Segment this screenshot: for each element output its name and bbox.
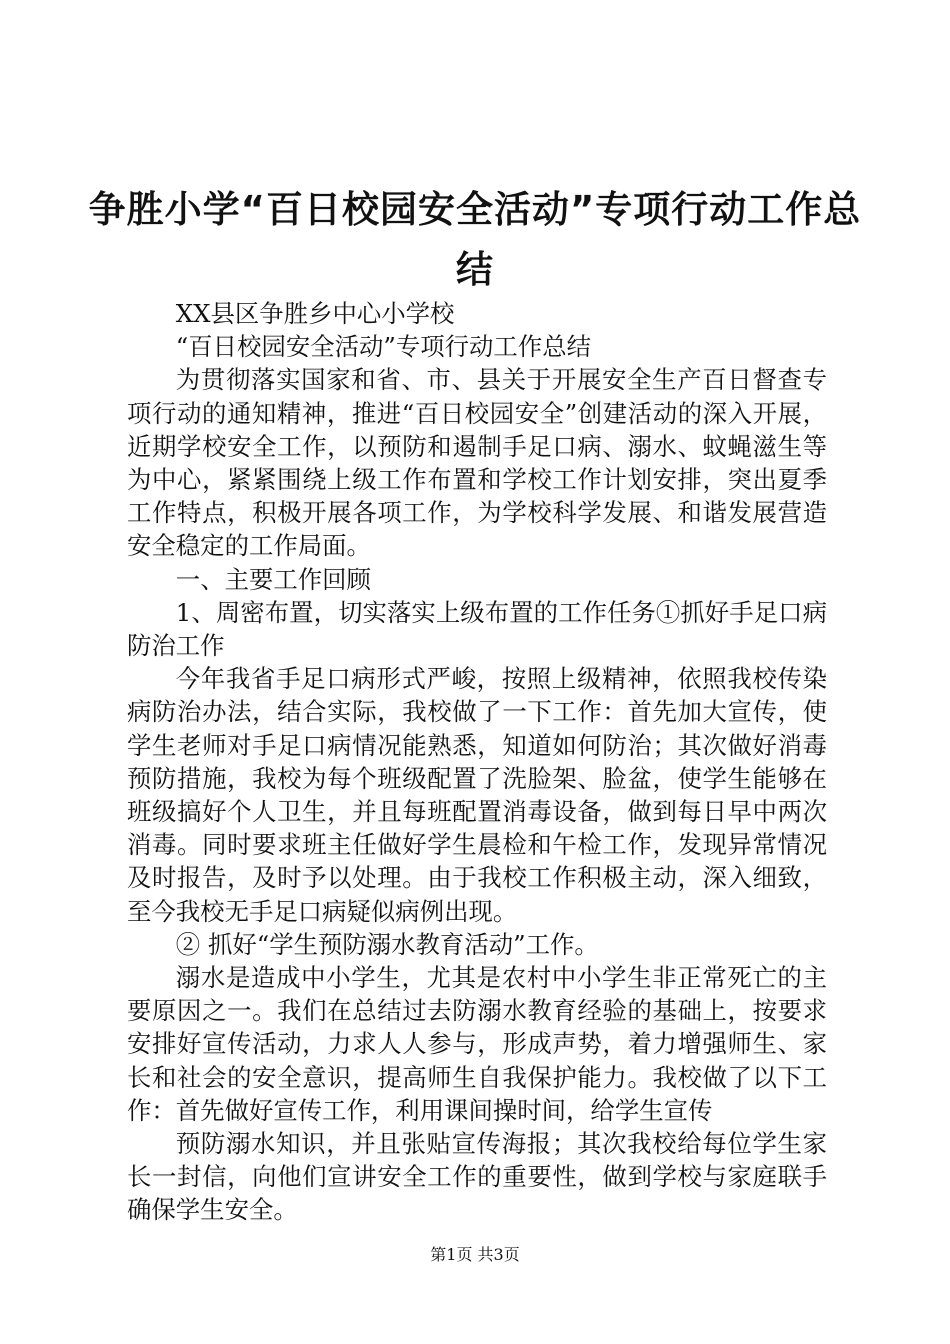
paragraph-drowning: 溺水是造成中小学生，尤其是农村中小学生非正常死亡的主要原因之一。我们在总结过去防溺水教育经验的基础上，按要求安排好宣传活动，力求人人参与，形成声势，着力增强师生、家长和社会的安全意识，提高师生自我保护能力。我校做了以下工作：首先做好宣传工作，利用课间操时间，给学生宣传 (127, 963, 827, 1125)
paragraph-subtitle: “百日校园安全活动”专项行动工作总结 (175, 332, 591, 362)
paragraph-item-1: 1、周密布置，切实落实上级布置的工作任务①抓好手足口病防治工作 (127, 597, 827, 661)
paragraph-hfmd: 今年我省手足口病形式严峻，按照上级精神，依照我校传染病防治办法，结合实际，我校做了一下工作：首先加大宣传，使学生老师对手足口病情况能熟悉，知道如何防治；其次做好消毒预防措施，我校为每个班级配置了洗脸架、脸盆，使学生能够在班级搞好个人卫生，并且每班配置消毒设备，做到每日早中两次消毒。同时要求班主任做好学生晨检和午检工作，发现异常情况及时报告，及时予以处理。由于我校工作积极主动，深入细致，至今我校无手足口病疑似病例出现。 (127, 664, 827, 926)
paragraph-intro: 为贯彻落实国家和省、市、县关于开展安全生产百日督查专项行动的通知精神，推进“百日校园安全”创建活动的深入开展，近期学校安全工作，以预防和遏制手足口病、溺水、蚊蝇滋生等为中心，紧紧围绕上级工作布置和学校工作计划安排，突出夏季工作特点，积极开展各项工作，为学校科学发展、和谐发展营造安全稳定的工作局面。 (127, 365, 827, 561)
paragraph-drowning-cont: 预防溺水知识，并且张贴宣传海报；其次我校给每位学生家长一封信，向他们宣讲安全工作的重要性，做到学校与家庭联手确保学生安全。 (127, 1129, 827, 1225)
document-title: 争胜小学“百日校园安全活动”专项行动工作总结 (88, 188, 862, 291)
paragraph-school-name: XX县区争胜乡中心小学校 (175, 299, 455, 328)
page-footer: 第1页 共3页 (430, 1245, 520, 1264)
section-heading-review: 一、主要工作回顾 (175, 564, 371, 594)
paragraph-item-2: ② 抓好“学生预防溺水教育活动”工作。 (175, 929, 599, 959)
document-body (127, 297, 827, 1227)
